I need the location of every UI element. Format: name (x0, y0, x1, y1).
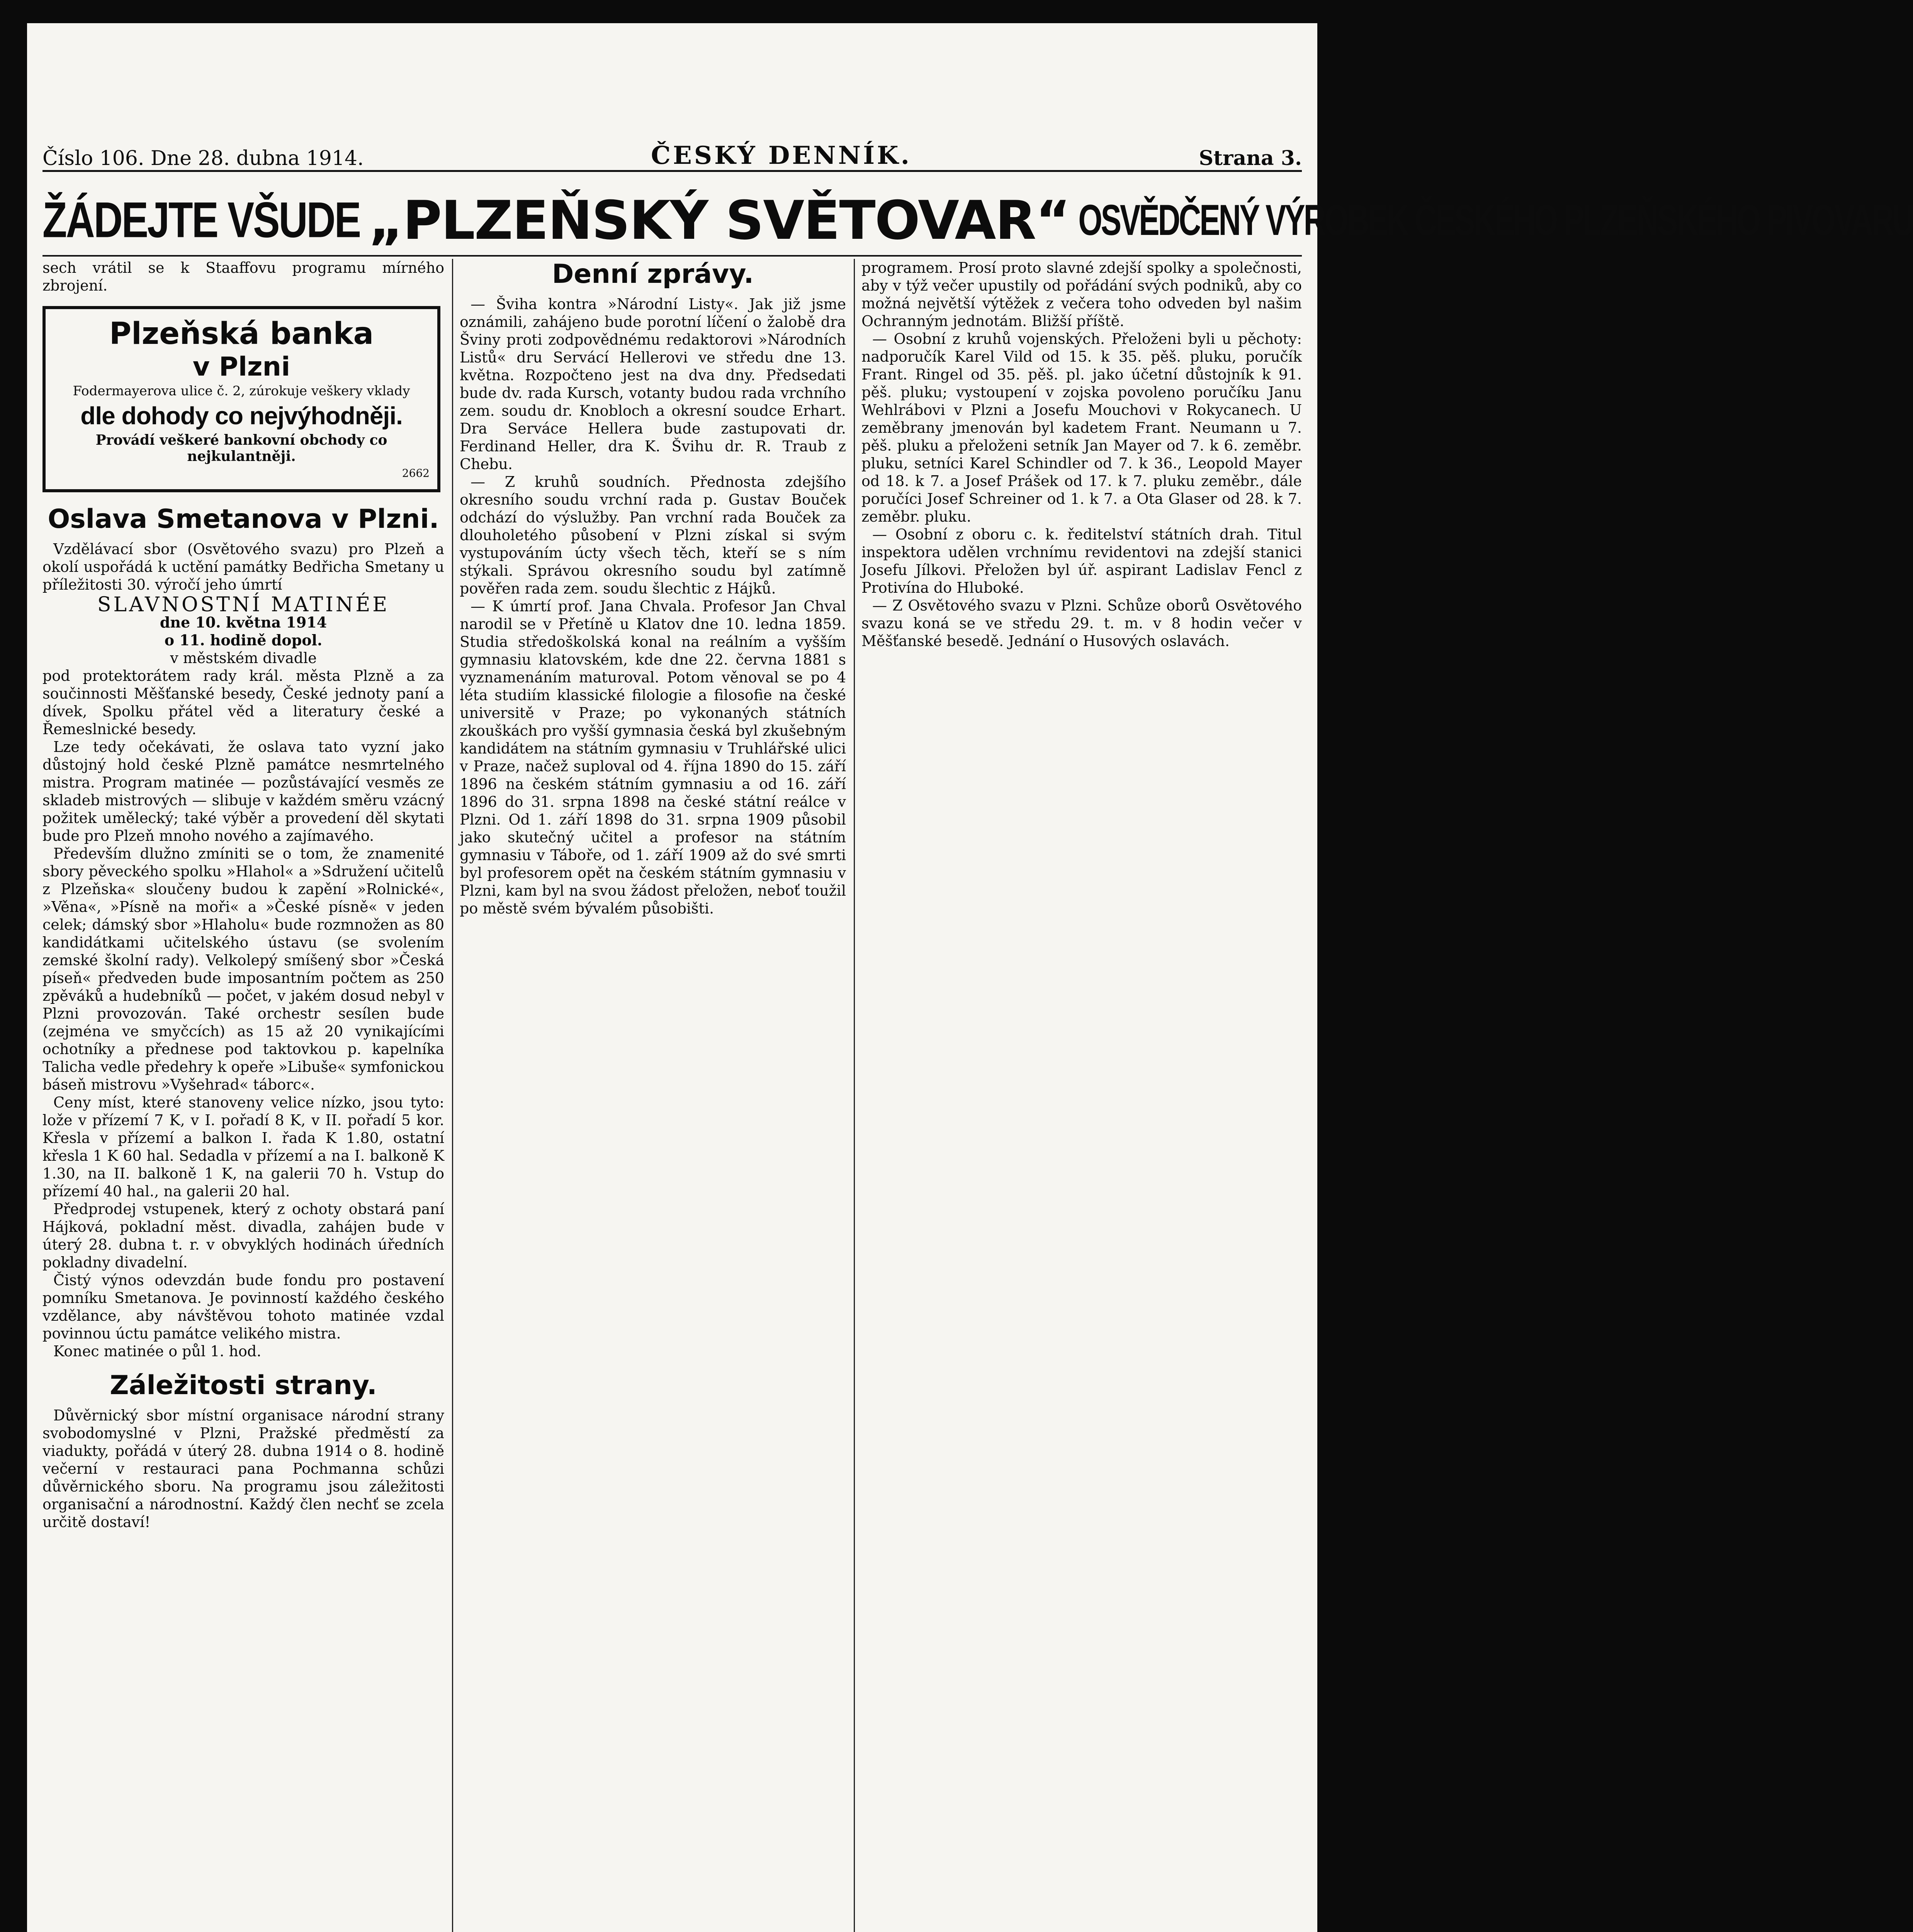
paragraph: pod protektorátem rady král. města Plzně a za součinnosti Měšťanské besedy, České jednoty paní a dívek, Spolku přátel věd a literatury české a Řemeslnické besedy. (42, 667, 444, 738)
column-3 (861, 259, 1302, 1932)
event-date: dne 10. května 1914 (160, 614, 327, 631)
banner-main: „PLZEŇSKÝ SVĚTOVAR“ (369, 189, 1070, 252)
paragraph: Lze tedy očekávati, že oslava tato vyzní jako důstojný hold české Plzně památce nesmrtelného mistra. Program matinée — pozůstávající vesměs ze skladeb mistrových — slibuje v každém směru vzácný požitek umělecký; také výběr a provedení děl skytati bude pro Plzeň mnoho nového a zajímavého. (42, 738, 444, 844)
ad-bank-services: Provádí veškeré bankovní obchody co nejkulantněji. (95, 432, 387, 464)
paragraph: Důvěrnický sbor místní organisace národní strany svobodomyslné v Plzni, Pražské předměstí za viadukty, pořádá v úterý 28. dubna 1914 o 8. hodině večerní v restauraci pana Pochmanna schůzi důvěrnického sboru. Na programu jsou záležitosti organisační a národnostní. Každý člen nechť se zcela určitě dostaví! (42, 1407, 444, 1531)
event-place: v městském divadle (170, 650, 317, 667)
issue-date: Číslo 106. Dne 28. dubna 1914. (42, 147, 364, 170)
page-header (42, 128, 1302, 172)
page-number: Strana 3. (1199, 146, 1302, 170)
column-2 (460, 259, 846, 1932)
banner-lead: ŽÁDEJTE VŠUDE (42, 192, 360, 248)
article-title-smetana: Oslava Smetanova v Plzni. (48, 504, 439, 534)
newspaper-title: ČESKÝ DENNÍK. (651, 141, 912, 170)
paragraph: — Z Osvětového svazu v Plzni. Schůze oborů Osvětového svazu koná se ve středu 29. t. m. v 8 hodin večer v Měšťanské besedě. Jednání o Husových oslavách. (861, 597, 1302, 650)
column-1 (42, 259, 444, 1932)
paragraph: Vzdělávací sbor (Osvětového svazu) pro Plzeň a okolí uspořádá k uctění památky Bedřicha Smetany u příležitosti 30. výročí jeho úmrtí (42, 541, 444, 593)
section-title-daily-news: Denní zprávy. (552, 259, 754, 289)
paragraph: Předprodej vstupenek, který z ochoty obstará paní Hájková, pokladní měst. divadla, zahájen bude v úterý 28. dubna t. r. v obvyklých hodinách úředních pokladny divadelní. (42, 1201, 444, 1271)
beer-banner-ad (42, 185, 1913, 257)
paragraph: Čistý výnos odevzdán bude fondu pro postavení pomníku Smetanova. Je povinností každého českého vzdělance, aby návštěvou tohoto matinée vzdal povinnou úctu památce velikého mistra. (42, 1272, 444, 1342)
paragraph: — Osobní z kruhů vojenských. Přeloženi byli u pěchoty: nadporučík Karel Vild od 15. k 35. pěš. pluku, poručík Frant. Ringel od 35. pěš. pl. jako účetní důstojník k 91. pěš. pluku; vystoupení v zojska povoleno poručíku Janu Wehlrábovi v Plzni a Josefu Mouchovi v Rokycanech. U zeměbrany jmenován byl kadetem Frant. Neumann u 7. pěš. pluku a přeloženi setník Jan Mayer od 7. k 6. zeměbr. pluku, setníci Karel Schindler od 7. k 36., Leopold Mayer od 18. k 7. a Josef Prášek od 17. k 7. pluku zeměbr., dále poručíci Josef Schreiner od 1. k 7. a Ota Glaser od 28. k 7. zeměbr. pluku. (861, 330, 1302, 525)
paragraph: — K úmrtí prof. Jana Chvala. Profesor Jan Chval narodil se v Přetíně u Klatov dne 10. ledna 1859. Studia středoškolská konal na reálním a vyšším gymnasiu klatovském, kde dne 22. června 1881 s vyznamenáním maturoval. Potom věnoval se po 4 léta studiím klassické filologie a filosofie na české universitě v Praze; po vykonaných státních zkouškách pro vyšší gymnasia česká byl zkušebným kandidátem na státním gymnasiu v Truhlářské ulici v Praze, načež suploval od 4. října 1890 do 15. září 1896 na českém státním gymnasiu a od 16. září 1896 do 31. srpna 1898 na české státní reálce v Plzni. Od 1. září 1898 do 31. srpna 1909 působil jako skutečný učitel a profesor na státním gymnasiu v Táboře, od 1. září 1909 až do své smrti byl profesorem opět na českém státním gymnasiu v Plzni, kam byl na svou žádost přeložen, neboť toužil po městě svém bývalém působišti. (460, 598, 846, 917)
column-divider (452, 259, 453, 1932)
paragraph: — Z kruhů soudních. Přednosta zdejšího okresního soudu vrchní rada p. Gustav Bouček odchází do výslužby. Pan vrchní rada Bouček za dlouholetého působení v Plzni získal si svým vystupováním úcty všech těch, kteří se s ním stýkali. Správou okresního soudu byl zatímně pověřen rada zem. soudu šlechtic z Hájků. (460, 473, 846, 597)
paragraph: — Osobní z oboru c. k. ředitelství státních drah. Titul inspektora udělen vrchnímu revidentovi na zdejší stanici Josefu Jílkovi. Přeložen byl úř. aspirant Ladislav Fencl z Protivína do Hluboké. (861, 526, 1302, 596)
ad-bank-slogan: dle dohody co nejvýhodněji. (80, 402, 403, 430)
ad-bank-address: Fodermayerova ulice č. 2, zúrokuje veškery vklady (73, 383, 410, 399)
section-title-party: Záležitosti strany. (110, 1370, 377, 1401)
bank-advertisement (42, 306, 440, 492)
ad-bank-city: v Plzni (192, 352, 291, 382)
event-time: o 11. hodině dopol. (164, 631, 323, 649)
paragraph: programem. Prosí proto slavné zdejší spolky a společnosti, aby v týž večer upustily od pořádání svých podniků, aby co možná největší výtěžek z večera toho odveden byl našim Ochranným jednotám. Bližší příště. (861, 259, 1302, 330)
ad-number: 2662 (402, 467, 430, 480)
ad-bank-name: Plzeňská banka (109, 316, 374, 351)
event-name: SLAVNOSTNÍ MATINÉE (97, 593, 390, 616)
paragraph: Ceny míst, které stanoveny velice nízko, jsou tyto: lože v přízemí 7 K, v I. pořadí 8 K, v II. pořadí 5 kor. Křesla v přízemí a balkon I. řada K 1.80, ostatní křesla 1 K 60 hal. Sedadla v přízemí a na I. balkoně K 1.30, na II. balkoně 1 K, na galerii 70 h. Vstup do přízemí 40 hal., na galerii 20 hal. (42, 1094, 444, 1200)
paragraph: Především dlužno zmíniti se o tom, že znamenité sbory pěveckého spolku »Hlahol« a »Sdružení učitelů z Plzeňska« sloučeny budou k zapění »Rolnické«, »Věna«, »Písně na moři« a »České písně« v jeden celek; dámský sbor »Hlaholu« bude rozmnožen as 80 kandidátkami učitelského ústavu (se svolením zemské školní rady). Velkolepý smíšený sbor »Česká píseň« předveden bude imposantním počtem as 250 zpěváků a hudebníků — počet, v jakém dosud nebyl v Plzni provozován. Také orchestr sesílen bude (zejména ve smyčcích) as 15 až 20 vynikajícími ochotníky a přednese pod taktovkou p. kapelníka Talicha vedle předehry k opeře »Libuše« symfonickou báseň mistrovu »Vyšehrad« táborc«. (42, 845, 444, 1093)
banner-tail: OSVĚDČENÝ VÝROBEK ČESKÉHO PLZEŇSKÉHO PIVOVARU (1078, 196, 1913, 244)
newspaper-page (27, 23, 1913, 1932)
paragraph: — Šviha kontra »Národní Listy«. Jak již jsme oznámili, zahájeno bude porotní líčení o žalobě dra Šviny proti zodpovědnému redaktorovi »Národních Listů« dru Servácí Hellerovi ve středu dne 13. května. Rozpočteno jest na dva dny. Předsedati bude dv. rada Kursch, votanty budou rada vrchního zem. soudu dr. Knobloch a okresní soudce Erhart. Dra Serváce Hellera bude zastupovati dr. Ferdinand Heller, dra K. Švihu dr. R. Traub z Chebu. (460, 296, 846, 473)
article-continuation: sech vrátil se k Staaffovu programu mírného zbrojení. (42, 259, 444, 294)
column-divider (854, 259, 855, 1932)
paragraph: Konec matinée o půl 1. hod. (53, 1343, 262, 1360)
